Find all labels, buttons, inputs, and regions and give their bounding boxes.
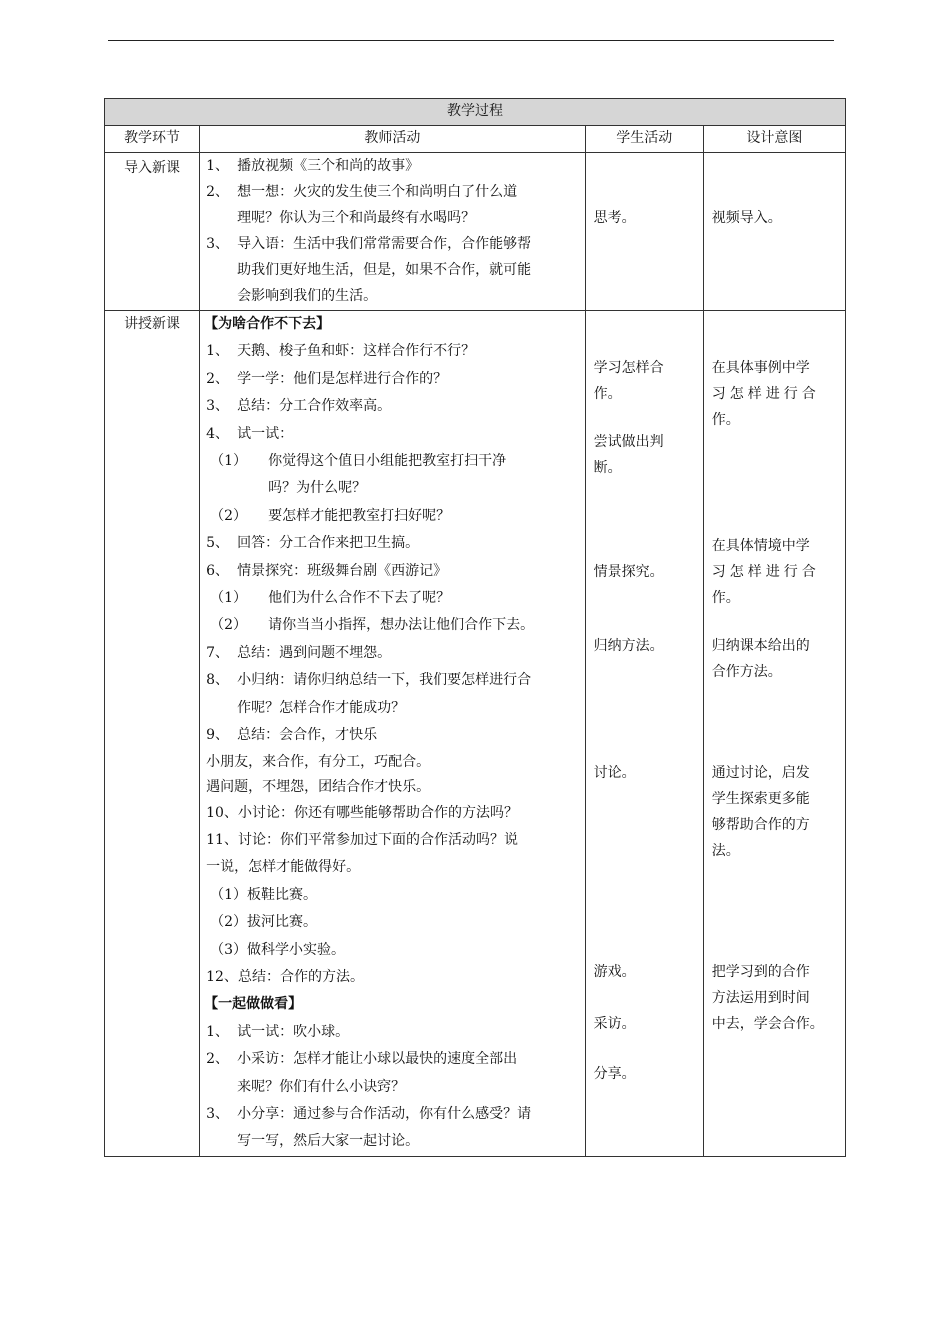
list-item: 3、 总结：分工合作效率高。 (206, 398, 392, 415)
list-item: 2、 小采访：怎样才能让小球以最快的速度全部出 来呢？你们有什么小诀窍？ (206, 1051, 518, 1095)
student-note: 归纳方法。 (593, 638, 664, 654)
list-item: 7、 总结：遇到问题不埋怨。 (206, 644, 392, 661)
teaching-process-table (104, 98, 846, 1157)
header-section: 教学环节 (105, 126, 200, 153)
lesson-student-activity (585, 311, 703, 1157)
list-item: 1、 播放视频《三个和尚的故事》 (206, 158, 420, 174)
intro-student-activity: 思考。 (585, 153, 703, 311)
table-title: 教学过程 (105, 99, 846, 126)
sub-item: （2） 要怎样才能把教室打扫好呢？ (210, 507, 451, 524)
list-item: 2、 学一学：他们是怎样进行合作的？ (206, 370, 448, 387)
list-item: 10、小讨论：你还有哪些能够帮助合作的方法吗？ (206, 804, 518, 821)
intro-design-intent: 视频导入。 (703, 153, 845, 311)
header-intent: 设计意图 (703, 126, 845, 153)
heading-why-cooperation-fails: 【为啥合作不下去】 (204, 316, 331, 332)
sub-item: （1） 你觉得这个值日小组能把教室打扫干净 吗？为什么呢？ (210, 453, 507, 497)
intent-note: 归纳课本给出的 合作方法。 (711, 638, 810, 680)
list-item: 6、 情景探究：班级舞台剧《西游记》 (206, 562, 448, 579)
list-item: 2、 想一想：火灾的发生使三个和尚明白了什么道 理呢？你认为三个和尚最终有水喝吗？ (206, 184, 518, 226)
student-note: 分享。 (593, 1066, 636, 1082)
header-student: 学生活动 (585, 126, 703, 153)
intro-teacher-activity (200, 153, 586, 311)
student-note: 尝试做出判 断。 (593, 434, 664, 476)
header-teacher: 教师活动 (200, 126, 586, 153)
poem-line: 遇问题，不埋怨，团结合作才快乐。 (206, 778, 431, 795)
student-note: 采访。 (593, 1016, 636, 1032)
list-item: 11、讨论：你们平常参加过下面的合作活动吗？说 (206, 831, 518, 848)
student-note: 学习怎样合 作。 (593, 360, 664, 402)
list-item: 3、 导入语：生活中我们常常需要合作，合作能够帮 助我们更好地生活，但是，如果不合作，就可能 会影响到我们的生活。 (206, 236, 532, 304)
list-item: 9、 总结：会合作，才快乐 (206, 727, 378, 744)
list-item: 3、 小分享：通过参与合作活动，你有什么感受？请 写一写，然后大家一起讨论。 (206, 1105, 532, 1150)
sub-item: （1） 他们为什么合作不下去了呢？ (210, 590, 451, 607)
intent-note: 在具体事例中学 习怎样进行合 作。 (711, 360, 820, 428)
section-lesson: 讲授新课 (105, 311, 200, 1157)
list-item: 1、 试一试：吹小球。 (206, 1023, 350, 1040)
intent-note: 通过讨论，启发 学生探索更多能 够帮助合作的方 法。 (711, 765, 810, 859)
list-item: 8、 小归纳：请你归纳总结一下，我们要怎样进行合 作呢？怎样合作才能成功？ (206, 672, 532, 716)
list-item: 5、 回答：分工合作来把卫生搞。 (206, 535, 420, 552)
lesson-design-intent (703, 311, 845, 1157)
header-rule (108, 40, 834, 41)
list-item: 12、总结：合作的方法。 (206, 968, 364, 985)
lesson-teacher-activity (200, 311, 586, 1157)
poem-line: 小朋友，来合作，有分工，巧配合。 (206, 753, 431, 770)
sub-item: （3）做科学小实验。 (210, 941, 346, 958)
sub-item: （2） 请你当当小指挥，想办法让他们合作下去。 (210, 617, 535, 634)
sub-item: （1）板鞋比赛。 (210, 886, 318, 903)
intent-note: 把学习到的合作 方法运用到时间 中去，学会合作。 (711, 964, 824, 1032)
student-note: 情景探究。 (593, 564, 664, 580)
list-item: 1、 天鹅、梭子鱼和虾：这样合作行不行？ (206, 343, 476, 360)
student-note: 游戏。 (593, 964, 636, 980)
section-intro: 导入新课 (105, 153, 200, 311)
list-item: 4、 试一试： (206, 425, 294, 442)
sub-item: （2）拔河比赛。 (210, 914, 318, 931)
intent-note: 在具体情境中学 习怎样进行合 作。 (711, 538, 820, 606)
heading-try-together: 【一起做做看】 (204, 996, 303, 1013)
list-item: 一说，怎样才能做得好。 (206, 859, 361, 876)
student-note: 讨论。 (593, 765, 636, 781)
